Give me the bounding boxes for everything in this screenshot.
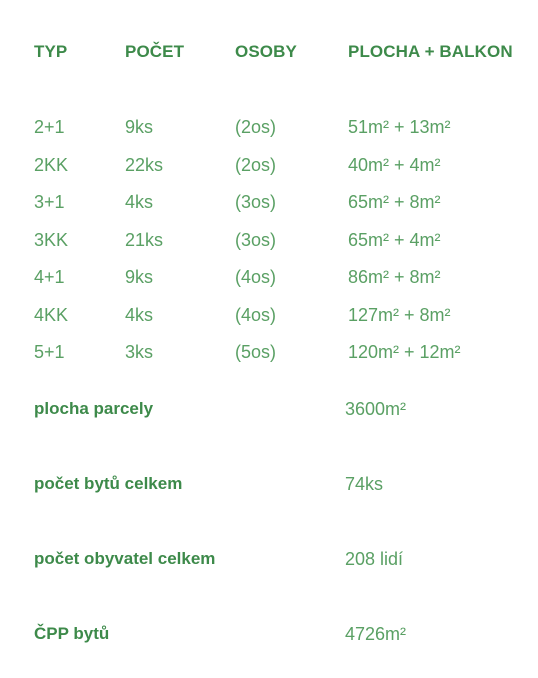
cell-pocet: 9ks [125,267,154,287]
stat-cpp-bytu [0,624,538,648]
stat-value: 74ks [345,474,384,494]
cell-pocet: 22ks [125,155,164,175]
stat-value: 208 lidí [345,549,404,569]
cell-pocet: 3ks [125,342,154,362]
stat-pocet-obyvatel [0,549,538,573]
table-row [0,117,538,141]
cell-typ: 4KK [34,305,69,325]
cell-pocet: 21ks [125,230,164,250]
cell-typ: 4+1 [34,267,65,287]
cell-plocha: 120m² + 12m² [348,342,461,362]
cell-typ: 2KK [34,155,69,175]
table-row [0,305,538,329]
cell-plocha: 40m² + 4m² [348,155,441,175]
stat-pocet-bytu [0,474,538,498]
header-pocet: POČET [125,42,185,61]
header-osoby: OSOBY [235,42,297,61]
cell-plocha: 65m² + 4m² [348,230,441,250]
cell-typ: 3KK [34,230,69,250]
stat-value: 4726m² [345,624,407,644]
cell-typ: 2+1 [34,117,65,137]
table-row [0,267,538,291]
cell-typ: 5+1 [34,342,65,362]
cell-pocet: 9ks [125,117,154,137]
stat-plocha-parcely [0,399,538,423]
cell-pocet: 4ks [125,192,154,212]
cell-osoby: (4os) [235,305,277,325]
stat-label: ČPP bytů [34,624,110,643]
table-row [0,192,538,216]
stat-label: počet obyvatel celkem [34,549,216,568]
cell-osoby: (5os) [235,342,277,362]
cell-typ: 3+1 [34,192,65,212]
cell-osoby: (2os) [235,155,277,175]
stat-value: 3600m² [345,399,407,419]
cell-plocha: 86m² + 8m² [348,267,441,287]
header-typ: TYP [34,42,68,61]
cell-plocha: 127m² + 8m² [348,305,451,325]
cell-osoby: (3os) [235,192,277,212]
cell-osoby: (2os) [235,117,277,137]
cell-osoby: (3os) [235,230,277,250]
table-row [0,342,538,366]
cell-plocha: 51m² + 13m² [348,117,451,137]
table-row [0,155,538,179]
cell-pocet: 4ks [125,305,154,325]
cell-osoby: (4os) [235,267,277,287]
stat-label: počet bytů celkem [34,474,183,493]
header-plocha-balkon: PLOCHA + BALKON [348,42,513,61]
table-row [0,230,538,254]
cell-plocha: 65m² + 8m² [348,192,441,212]
stat-label: plocha parcely [34,399,154,418]
